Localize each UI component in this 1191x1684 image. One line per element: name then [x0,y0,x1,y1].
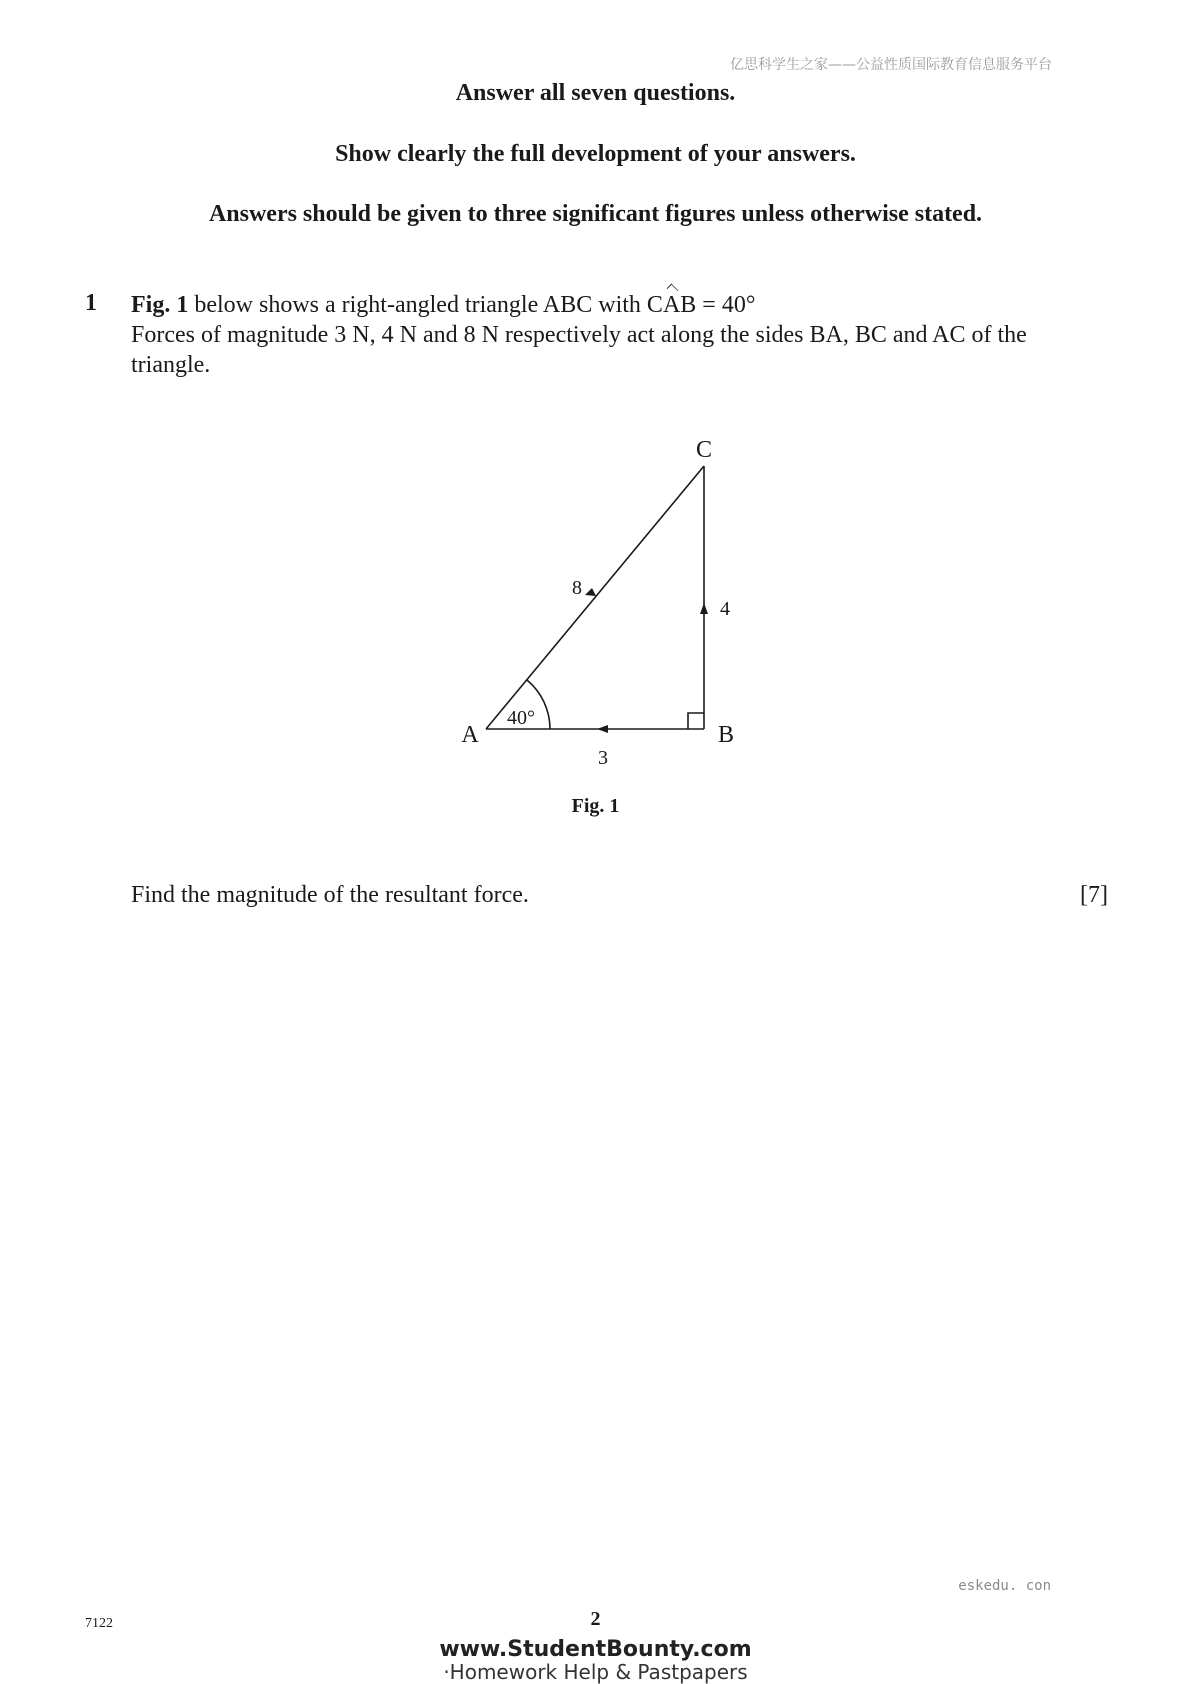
studentbounty-tagline: ·Homework Help & Pastpapers [443,1660,748,1684]
question-line-3: triangle. [131,352,211,378]
triangle-figure [440,425,760,775]
watermark-header: 亿思科学生之家——公益性质国际教育信息服务平台 [730,57,1052,73]
angle-vertex-hat: A [662,292,681,318]
marks-label: [7] [1080,882,1108,908]
right-angle-marker [688,713,704,729]
figure-caption: Fig. 1 [571,795,620,817]
studentbounty-url: www.StudentBounty.com [439,1637,752,1662]
question-number: 1 [85,290,97,316]
angle-label: 40° [507,707,535,729]
question-text [131,290,1121,380]
instruction-1: Answer all seven questions. [455,80,736,106]
vertex-label-A: A [461,722,479,748]
force-label-4: 4 [720,598,730,620]
vertex-label-B: B [717,722,735,748]
question-prompt: Find the magnitude of the resultant force. [131,882,529,908]
arrow-AC [585,588,596,596]
watermark-eskedu: eskedu. con [958,1578,1051,1594]
question-line-2: Forces of magnitude 3 N, 4 N and 8 N respectively act along the sides BA, BC and AC of the [131,322,1027,348]
instruction-3: Answers should be given to three significant figures unless otherwise stated. [208,201,983,227]
side-AC [486,466,704,729]
vertex-label-C: C [695,437,713,463]
instruction-2: Show clearly the full development of your answers. [335,141,856,167]
page-number: 2 [590,1608,601,1630]
arrow-BC [700,603,708,614]
arrow-BA [597,725,608,733]
question-line-1-end: B = 40° [680,292,756,318]
question-line-1-text: below shows a right-angled triangle ABC with C [188,292,663,318]
force-label-8: 8 [572,577,582,599]
force-label-3: 3 [598,747,608,769]
question-line-1 [131,290,1121,320]
paper-code: 7122 [85,1616,113,1631]
fig-reference: Fig. 1 [131,292,189,318]
